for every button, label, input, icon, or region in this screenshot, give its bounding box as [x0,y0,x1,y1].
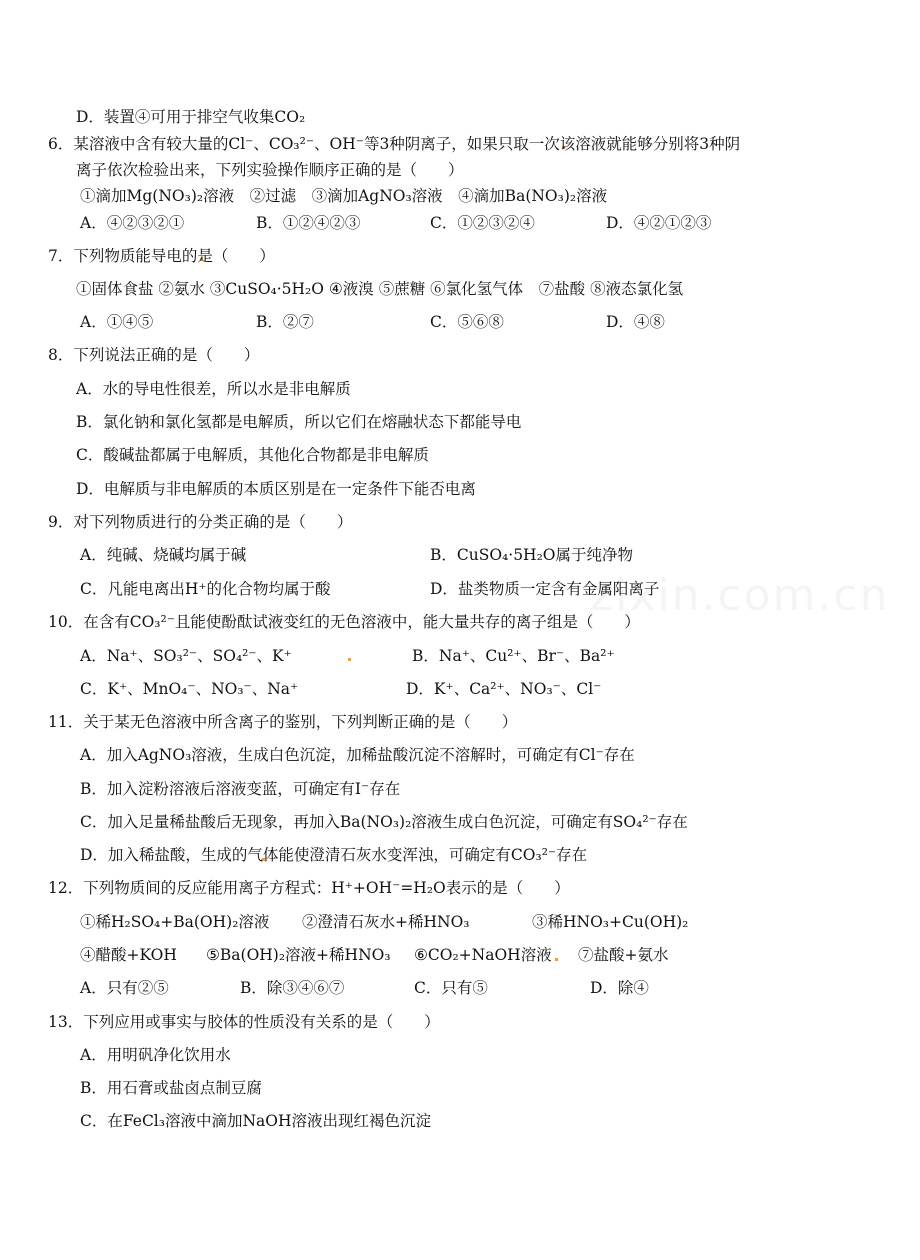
q12-item-6: ⑥CO₂+NaOH溶液 [414,946,552,964]
q10-stem: 10．在含有CO₃²⁻且能使酚酞试液变红的无色溶液中，能大量共存的离子组是（ ） [48,613,640,631]
q12-item-4: ④醋酸+KOH [80,946,177,964]
q9-option-c: C．凡能电离出H⁺的化合物均属于酸 [80,580,331,598]
q10-option-c: C．K⁺、MnO₄⁻、NO₃⁻、Na⁺ [80,680,299,698]
q7-option-b: B．②⑦ [256,313,314,331]
q9-stem: 9．对下列物质进行的分类正确的是（ ） [48,513,353,531]
q13-option-b: B．用石膏或盐卤点制豆腐 [80,1079,262,1097]
q7-option-d: D．④⑧ [606,313,665,331]
q13-option-a: A．用明矾净化饮用水 [80,1046,231,1064]
q12-item-5: ⑤Ba(OH)₂溶液+稀HNO₃ [206,946,391,964]
q7-option-a: A．①④⑤ [80,313,154,331]
q6-option-a: A．④②③②① [80,214,185,232]
q12-item-3: ③稀HNO₃+Cu(OH)₂ [532,913,689,931]
q11-stem: 11．关于某无色溶液中所含离子的鉴别，下列判断正确的是（ ） [48,713,518,731]
q11-option-a: A．加入AgNO₃溶液，生成白色沉淀，加稀盐酸沉淀不溶解时，可确定有Cl⁻存在 [80,746,635,764]
q12-option-b: B．除③④⑥⑦ [240,979,345,997]
q12-option-a: A．只有②⑤ [80,979,169,997]
q12-option-c: C．只有⑤ [414,979,488,997]
q8-stem: 8．下列说法正确的是（ ） [48,346,260,364]
q12-item-2: ②澄清石灰水+稀HNO₃ [302,913,470,931]
q6-stem-cont: 离子依次检验出来，下列实验操作顺序正确的是（ ） [76,161,464,179]
q6-option-d: D．④②①②③ [606,214,712,232]
q6-option-c: C．①②③②④ [430,214,535,232]
q11-option-b: B．加入淀粉溶液后溶液变蓝，可确定有I⁻存在 [80,780,401,798]
q9-option-a: A．纯碱、烧碱均属于碱 [80,546,247,564]
q5-option-d: D．装置④可用于排空气收集CO₂ [76,108,306,126]
stray-dot [348,658,351,661]
q8-option-b: B．氯化钠和氯化氢都是电解质，所以它们在熔融状态下都能导电 [76,413,522,431]
q12-stem: 12．下列物质间的反应能用离子方程式：H⁺+OH⁻=H₂O表示的是（ ） [48,879,570,897]
q10-option-d: D．K⁺、Ca²⁺、NO₃⁻、Cl⁻ [406,680,602,698]
q6-option-b: B．①②④②③ [256,214,361,232]
q8-option-a: A．水的导电性很差，所以水是非电解质 [76,380,351,398]
q9-option-b: B．CuSO₄·5H₂O属于纯净物 [430,546,633,564]
q12-item-1: ①稀H₂SO₄+Ba(OH)₂溶液 [80,913,270,931]
q7-items: ①固体食盐 ②氨水 ③CuSO₄·5H₂O ④液溴 ⑤蔗糖 ⑥氯化氢气体 ⑦盐酸 ⑧液态氯化氢 [76,280,684,298]
q7-option-c: C．⑤⑥⑧ [430,313,504,331]
q6-stem: 6．某溶液中含有较大量的Cl⁻、CO₃²⁻、OH⁻等3种阴离子，如果只取一次该溶液就能够分别将3种阴 [48,135,741,153]
q13-stem: 13．下列应用或事实与胶体的性质没有关系的是（ ） [48,1013,440,1031]
q8-option-d: D．电解质与非电解质的本质区别是在一定条件下能否电离 [76,480,476,498]
q11-option-d: D．加入稀盐酸，生成的气体能使澄清石灰水变浑浊，可确定有CO₃²⁻存在 [80,846,588,864]
stray-dot [555,958,558,961]
q6-steps: ①滴加Mg(NO₃)₂溶液 ②过滤 ③滴加AgNO₃溶液 ④滴加Ba(NO₃)₂溶液 [80,187,608,205]
q10-option-b: B．Na⁺、Cu²⁺、Br⁻、Ba²⁺ [412,647,615,665]
q13-option-c: C．在FeCl₃溶液中滴加NaOH溶液出现红褐色沉淀 [80,1112,431,1130]
q12-item-7: ⑦盐酸+氨水 [578,946,669,964]
q12-option-d: D．除④ [590,979,649,997]
q9-option-d: D．盐类物质一定含有金属阳离子 [430,580,660,598]
q8-option-c: C．酸碱盐都属于电解质，其他化合物都是非电解质 [76,446,429,464]
q10-option-a: A．Na⁺、SO₃²⁻、SO₄²⁻、K⁺ [80,647,292,665]
q11-option-c: C．加入足量稀盐酸后无现象，再加入Ba(NO₃)₂溶液生成白色沉淀，可确定有SO₄²⁻存在 [80,813,688,831]
q7-stem: 7．下列物质能导电的是（ ） [48,247,275,265]
